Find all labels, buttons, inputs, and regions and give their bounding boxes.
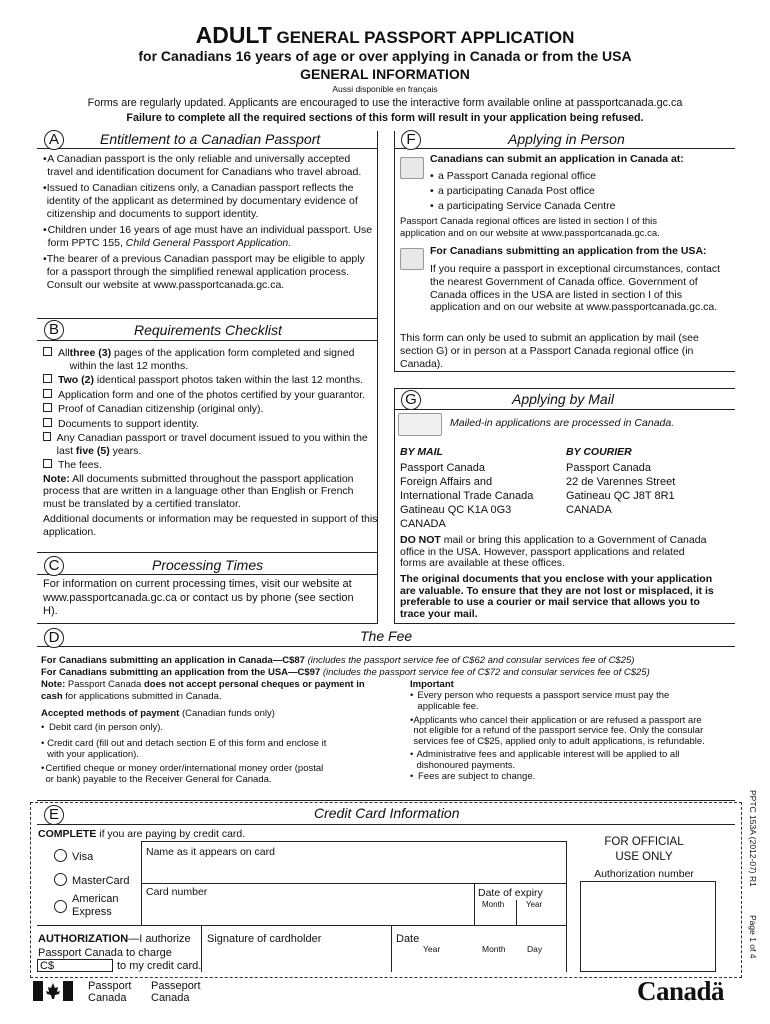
list-item: • Every person who requests a passport service must pay the applicable fee. <box>410 690 670 712</box>
list-item: • Credit card (fill out and detach section E of this form and enclose it with your application). <box>41 737 327 760</box>
section-c-letter: C <box>44 556 64 576</box>
amex-label: American Express <box>72 893 119 918</box>
date-year: Year <box>423 944 441 954</box>
title-rest: GENERAL PASSPORT APPLICATION <box>271 28 575 47</box>
list-item: • Debit card (in person only). <box>41 722 164 733</box>
passport-canada-en: Passport Canada <box>88 980 132 1004</box>
checklist-additional: Additional documents or information may be requested in support of this application. <box>43 513 378 538</box>
date-field[interactable] <box>392 955 566 972</box>
title-adult: ADULT <box>195 22 272 48</box>
mastercard-radio[interactable] <box>54 873 67 886</box>
important-label: Important <box>410 679 454 690</box>
id-card-icon <box>400 157 424 179</box>
list-item: • Administrative fees and applicable interest will be applied to all dishonoured payments. <box>410 748 680 771</box>
official-use-label: FOR OFFICIAL USE ONLY <box>604 836 684 863</box>
list-item: • a participating Service Canada Centre <box>430 200 616 212</box>
mail-address: Passport Canada Foreign Affairs and International Trade Canada Gatineau QC K1A 0G3 CANADA <box>400 462 534 530</box>
checklist-item: Application form and one of the photos certified by your guarantor. <box>43 389 379 402</box>
checklist <box>43 347 379 538</box>
by-mail-label: BY MAIL <box>400 446 443 458</box>
list-item: • The bearer of a previous Canadian passport may be eligible to apply for a passport through the simplified renewal application process. Consult our website at www.passportcanada.gc.ca. <box>43 253 365 291</box>
id-card-icon <box>400 248 424 270</box>
form-title <box>0 22 770 49</box>
list-item: • a participating Canada Post office <box>430 185 595 197</box>
usa-head: For Canadians submitting an application from the USA: <box>430 245 707 257</box>
expiry-year: Year <box>526 900 543 909</box>
regional-offices: Passport Canada regional offices are listed in section I of this application and on our website at www.passportcanada.gc.ca. <box>400 216 660 239</box>
accepted-methods: Accepted methods of payment (Canadian funds only) <box>41 708 275 719</box>
to-card-label: to my credit card. <box>117 960 202 972</box>
section-b-letter: B <box>44 320 64 340</box>
name-on-card-field[interactable] <box>142 860 566 883</box>
checklist-item: The fees. <box>43 459 379 472</box>
visa-radio[interactable] <box>54 849 67 862</box>
canada-head: Canadians can submit an application in Canada at: <box>430 153 684 165</box>
authorization-number-box[interactable] <box>580 881 716 972</box>
by-courier-label: BY COURIER <box>566 446 632 458</box>
canada-wordmark: Canadä <box>637 976 725 1006</box>
checklist-item: All three (3) pages of the application form completed and signed within the last 12 months. <box>43 347 379 372</box>
section-e-letter: E <box>44 805 64 825</box>
authorization-text: AUTHORIZATION—I authorize Passport Canada to charge <box>38 933 191 959</box>
envelope-icon <box>398 413 442 436</box>
do-not-note: DO NOT mail or bring this application to a Government of Canada office in the USA. However, passport applications and related forms are available at these offices. <box>400 534 707 569</box>
authorization-number-label: Authorization number <box>594 868 694 880</box>
section-g-title: Applying by Mail <box>512 391 614 407</box>
list-item: • Certified cheque or money order/international money order (postal or bank) payable to the Receiver General for Canada. <box>41 762 324 785</box>
canada-flag-icon <box>33 981 73 1001</box>
amex-radio[interactable] <box>54 900 67 913</box>
signature-field[interactable] <box>202 946 390 972</box>
card-number-label: Card number <box>146 886 208 898</box>
form-code: PPTC 153A (2012-07) R1 <box>748 790 758 887</box>
mastercard-label: MasterCard <box>72 875 130 887</box>
usa-text: If you require a passport in exceptional circumstances, contact the nearest Government of Canada office. Government of Canada offices in the USA are listed in section I of this application and on our website at www.passportcanada.gc.ca. <box>430 263 721 314</box>
date-month: Month <box>482 944 506 954</box>
checklist-item: Proof of Canadian citizenship (original only). <box>43 403 379 416</box>
original-docs-note: The original documents that you enclose with your application are valuable. To ensure that they are not lost or misplaced, it is preferable to use a courier or mail service that allows you to trace your mail. <box>400 573 714 620</box>
expiry-month: Month <box>482 900 505 909</box>
fee-usa: For Canadians submitting an application from the USA—C$97 (includes the passport service fee of C$72 and consular services fee of C$25) <box>41 667 650 678</box>
name-on-card-label: Name as it appears on card <box>146 846 275 858</box>
section-d-title: The Fee <box>360 628 413 644</box>
expiry-field[interactable] <box>475 910 566 924</box>
form-subtitle: for Canadians 16 years of age or over applying in Canada or from the USA <box>138 48 632 64</box>
section-g-letter: G <box>401 390 421 410</box>
section-a-title: Entitlement to a Canadian Passport <box>100 131 321 147</box>
checklist-item: Any Canadian passport or travel document issued to you within the last five (5) years. <box>43 432 379 457</box>
signature-label: Signature of cardholder <box>207 933 322 945</box>
list-item: • Applicants who cancel their application or are refused a passport are not eligible for a refund of the passport service fee. Only the consular services fee of C$25, applied only to adult applications, is refundable. <box>410 714 705 748</box>
section-c-title: Processing Times <box>152 557 264 573</box>
section-a-letter: A <box>44 130 64 150</box>
french-note: Aussi disponible en français <box>332 84 438 94</box>
section-f-letter: F <box>401 130 421 150</box>
section-d-letter: D <box>44 628 64 648</box>
card-number-field[interactable] <box>142 899 474 924</box>
failure-warning: Failure to complete all the required sections of this form will result in your application being refused. <box>126 112 644 124</box>
expiry-label: Date of expiry <box>478 887 543 899</box>
mail-note: This form can only be used to submit an application by mail (see section G) or in person at a Passport Canada regional office (in Canada). <box>400 332 699 370</box>
section-title: GENERAL INFORMATION <box>300 66 470 82</box>
checklist-item: Two (2) identical passport photos taken within the last 12 months. <box>43 374 379 387</box>
list-item: • A Canadian passport is the only reliable and universally accepted travel and identification document for Canadians who travel abroad. <box>43 153 362 178</box>
list-item: • Fees are subject to change. <box>410 770 536 782</box>
section-f-title: Applying in Person <box>508 131 625 147</box>
canada-locations <box>430 169 615 214</box>
section-a-list <box>43 153 375 292</box>
list-item: • a Passport Canada regional office <box>430 170 596 182</box>
section-e-title: Credit Card Information <box>314 805 460 821</box>
update-notice: Forms are regularly updated. Applicants are encouraged to use the interactive form available online at passportcanada.gc.ca <box>87 97 683 109</box>
processing-text: For information on current processing times, visit our website at www.passportcanada.gc.ca or contact us by phone (see section H). <box>43 578 354 617</box>
date-day: Day <box>527 944 543 954</box>
payment-methods <box>41 722 331 786</box>
complete-note: COMPLETE if you are paying by credit card. <box>38 828 246 840</box>
list-item: • Issued to Canadian citizens only, a Canadian passport reflects the identity of the applicant as determined by documentary evidence of citizenship and documents to support identity. <box>43 182 358 220</box>
fee-note: Note: Passport Canada does not accept personal cheques or payment in cash for applications submitted in Canada. <box>41 679 365 702</box>
checklist-note: Note: All documents submitted throughout the passport application process that are written in a language other than English or French must be translated by a certified translator. <box>43 472 354 510</box>
visa-label: Visa <box>72 851 94 863</box>
page-number: Page 1 of 4 <box>748 915 758 959</box>
checklist-item: Documents to support identity. <box>43 418 379 431</box>
date-label: Date <box>396 933 420 945</box>
important-list <box>410 691 710 782</box>
section-b-title: Requirements Checklist <box>134 322 282 338</box>
list-item: • Children under 16 years of age must have an individual passport. Use form PPTC 155, Child General Passport Application. <box>43 224 373 249</box>
mailed-in-note: Mailed-in applications are processed in Canada. <box>450 417 675 429</box>
currency-label: C$ <box>40 960 55 972</box>
courier-address: Passport Canada 22 de Varennes Street Gatineau QC J8T 8R1 CANADA <box>566 462 676 516</box>
fee-canada: For Canadians submitting an application in Canada—C$87 (includes the passport service fee of C$62 and consular services fee of C$25) <box>41 655 635 666</box>
passport-canada-fr: Passeport Canada <box>151 980 201 1004</box>
